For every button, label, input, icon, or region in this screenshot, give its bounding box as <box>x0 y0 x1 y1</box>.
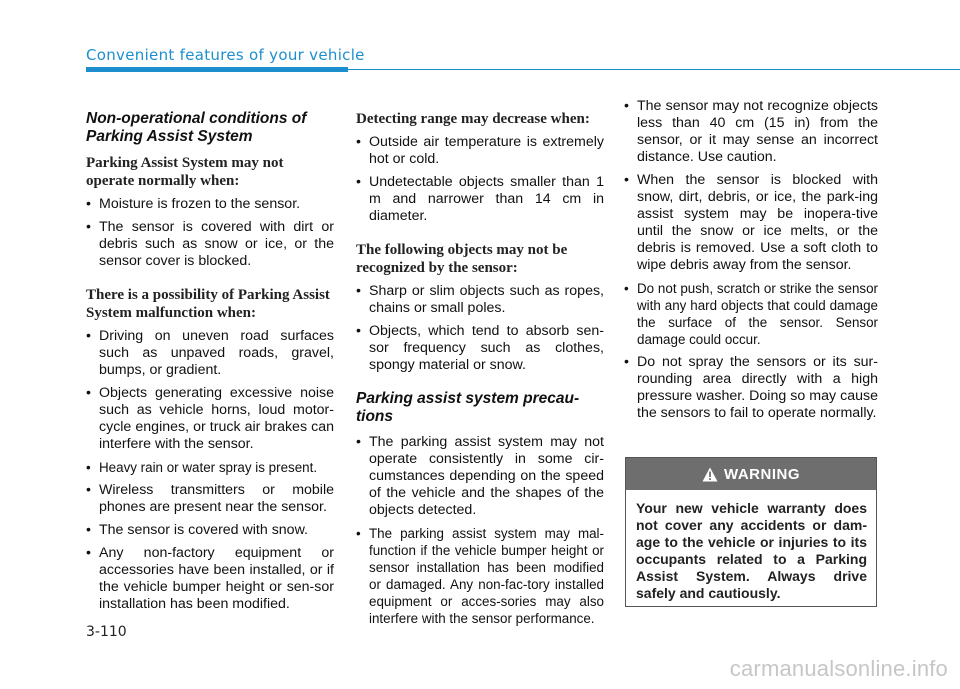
subheading-malfunction: There is a possibility of Parking Assist System malfunction when: <box>86 287 330 321</box>
list-not-recognized <box>356 283 604 374</box>
warning-text: Your new vehicle warranty does not cover any accidents or dam-age to the vehicle or injuries to its occupants related to a Parking Assist System. Always drive safely and cautiously. <box>636 500 867 601</box>
list-item: • Do not spray the sensors or its sur-rounding area directly with a high pressure washer. Doing so may cause the sensors to fail to operate normally. <box>624 354 878 422</box>
list-malfunction <box>86 328 334 613</box>
page-header <box>0 0 960 80</box>
heading-non-operational: Non-operational conditions of Parking Assist System <box>86 110 307 145</box>
subheading-range-decrease: Detecting range may decrease when: <box>356 111 590 127</box>
list-precautions <box>356 434 604 627</box>
section-title: Convenient features of your vehicle <box>86 46 365 64</box>
list-sensor-cautions <box>624 98 878 422</box>
column-right <box>624 98 878 438</box>
list-item: • Wireless transmitters or mobile phones are present near the sensor. <box>86 482 334 516</box>
watermark: carmanualsonline.info <box>729 656 948 681</box>
column-left <box>86 110 334 629</box>
warning-triangle-icon <box>702 467 718 482</box>
list-item: • Heavy rain or water spray is present. <box>86 459 334 476</box>
list-item: • Outside air temperature is extremely hot or cold. <box>356 134 604 168</box>
list-item: • Objects generating excessive noise such as vehicle horns, loud motor-cycle engines, or truck air brakes can interfere with the sensor. <box>86 385 334 453</box>
header-rule-thin <box>348 69 960 70</box>
list-item: • Do not push, scratch or strike the sensor with any hard objects that could damage the surface of the sensor. Sensor damage could occur. <box>624 280 878 348</box>
list-item: • When the sensor is blocked with snow, dirt, debris, or ice, the park-ing assist system may be inopera-tive until the snow or ice melts, or the debris is removed. Use a soft cloth to wipe debris away from the sensor. <box>624 172 878 274</box>
list-item: • The sensor may not recognize objects less than 40 cm (15 in) from the sensor, or it may sense an incorrect distance. Use caution. <box>624 98 878 166</box>
list-item: • Objects, which tend to absorb sen-sor frequency such as clothes, spongy material or snow. <box>356 323 604 374</box>
list-item: • The parking assist system may not operate consistently in some cir-cumstances depending on the speed of the vehicle and the shapes of the objects detected. <box>356 434 604 519</box>
header-rule-thick <box>86 67 348 72</box>
heading-precautions: Parking assist system precau-tions <box>356 390 580 425</box>
subheading-may-not-operate: Parking Assist System may not operate normally when: <box>86 155 284 189</box>
list-may-not-operate <box>86 196 334 270</box>
warning-title: WARNING <box>724 465 800 483</box>
subheading-not-recognized: The following objects may not be recognized by the sensor: <box>356 242 568 276</box>
list-range-decrease <box>356 134 604 225</box>
warning-header <box>626 458 876 490</box>
list-item: • Any non-factory equipment or accessories have been installed, or if the vehicle bumper height or sen-sor installation has been modified. <box>86 545 334 613</box>
page-number: 3-110 <box>86 624 127 640</box>
list-item: • Driving on uneven road surfaces such as unpaved roads, gravel, bumps, or gradient. <box>86 328 334 379</box>
list-item: • Undetectable objects smaller than 1 m and narrower than 14 cm in diameter. <box>356 174 604 225</box>
column-middle <box>356 110 604 643</box>
warning-box <box>625 457 877 607</box>
list-item: • Moisture is frozen to the sensor. <box>86 196 334 213</box>
list-item: • The sensor is covered with dirt or debris such as snow or ice, or the sensor cover is blocked. <box>86 219 334 270</box>
list-item: • The sensor is covered with snow. <box>86 522 334 539</box>
list-item: • Sharp or slim objects such as ropes, chains or small poles. <box>356 283 604 317</box>
list-item: • The parking assist system may mal-function if the vehicle bumper height or sensor installation has been modified or damaged. Any non-fac-tory installed equipment or acces-sories may also interfere with the sensor performance. <box>356 525 604 627</box>
